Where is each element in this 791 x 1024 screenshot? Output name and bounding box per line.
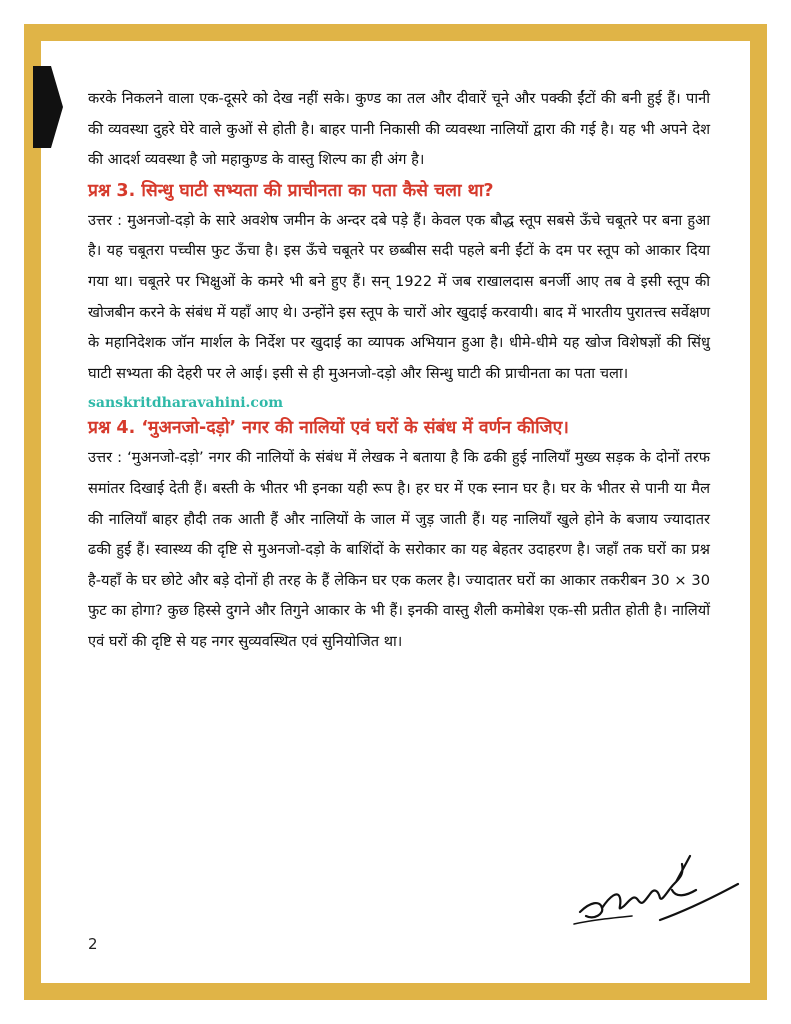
handwritten-signature <box>572 850 742 935</box>
question-3-heading: प्रश्न 3. सिन्धु घाटी सभ्यता की प्राचीनता का पता कैसे चला था? <box>88 180 494 201</box>
answer-3-text: उत्तर : मुअनजो-दड़ो के सारे अवशेष जमीन के अन्दर दबे पड़े हैं। केवल एक बौद्ध स्तूप सबसे ऊँचे चबूतरे पर बना हुआ है। यह चबूतरा पच्चीस फुट ऊँचा है। इस ऊँचे चबूतरे पर छब्बीस सदी पहले बनी ईंटों के दम पर स्तूप को आकार दिया गया था। चबूतरे पर भिक्षुओं के कमरे भी बने हुए हैं। सन् 1922 में जब राखालदास बनर्जी आए तब वे इसी स्तूप की खोजबीन करने के संबंध में यहाँ आए थे। उन्होंने इस स्तूप के चारों ओर खुदाई करवायी। बाद में भारतीय पुरातत्त्व सर्वेक्षण के महानिदेशक जॉन मार्शल के निर्देश पर खुदाई का व्यापक अभियान हुआ है। धीमे-धीमे यह खोज विशेषज्ञों की सिंधु घाटी सभ्यता की देहरी पर ले आई। इसी से ही मुअनजो-दड़ो और सिन्धु घाटी की प्राचीनता का पता चला। <box>88 211 710 382</box>
paragraph-continuation: करके निकलने वाला एक-दूसरे को देख नहीं सके। कुण्ड का तल और दीवारें चूने और पक्की ईंटों की बनी हुई हैं। पानी की व्यवस्था दुहरे घेरे वाले कुओं से होती है। बाहर पानी निकासी की व्यवस्था नालियों द्वारा की गई है। यह भी अपने देश की आदर्श व्यवस्था है जो महाकुण्ड के वास्तु शिल्प का ही अंग है। <box>88 90 710 169</box>
document-body <box>88 84 710 658</box>
question-4-heading: प्रश्न 4. ‘मुअनजो-दड़ो’ नगर की नालियों एवं घरों के संबंध में वर्णन कीजिए। <box>88 418 569 439</box>
website-watermark-link[interactable]: sanskritdharavahini.com <box>88 395 284 412</box>
page-number: 2 <box>88 935 98 953</box>
answer-4-text: उत्तर : ‘मुअनजो-दड़ो’ नगर की नालियों के संबंध में लेखक ने बताया है कि ढकी हुई नालियाँ मुख्य सड़क के दोनों तरफ समांतर दिखाई देती हैं। बस्ती के भीतर भी इनका यही रूप है। हर घर में एक स्नान घर है। घर के भीतर से पानी या मैल की नालियाँ बाहर हौदी तक आती हैं और नालियों के जाल में जुड़ जाती हैं। यह नालियाँ खुले होने के बजाय ज्यादातर ढकी हुई हैं। स्वास्थ्य की दृष्टि से मुअनजो-दड़ो के बाशिंदों के सरोकार का यह बेहतर उदाहरण है। जहाँ तक घरों का प्रश्न है-यहाँ के घर छोटे और बड़े दोनों ही तरह के हैं लेकिन घर एक कलर है। ज्यादातर घरों का आकार तकरीबन 30 × 30 फुट का होगा? कुछ हिस्से दुगने और तिगुने आकार के भी हैं। इनकी वास्तु शैली कमोबेश एक-सी प्रतीत होती है। नालियों एवं घरों की दृष्टि से यह नगर सुव्यवस्थित एवं सुनियोजित था। <box>88 449 711 650</box>
